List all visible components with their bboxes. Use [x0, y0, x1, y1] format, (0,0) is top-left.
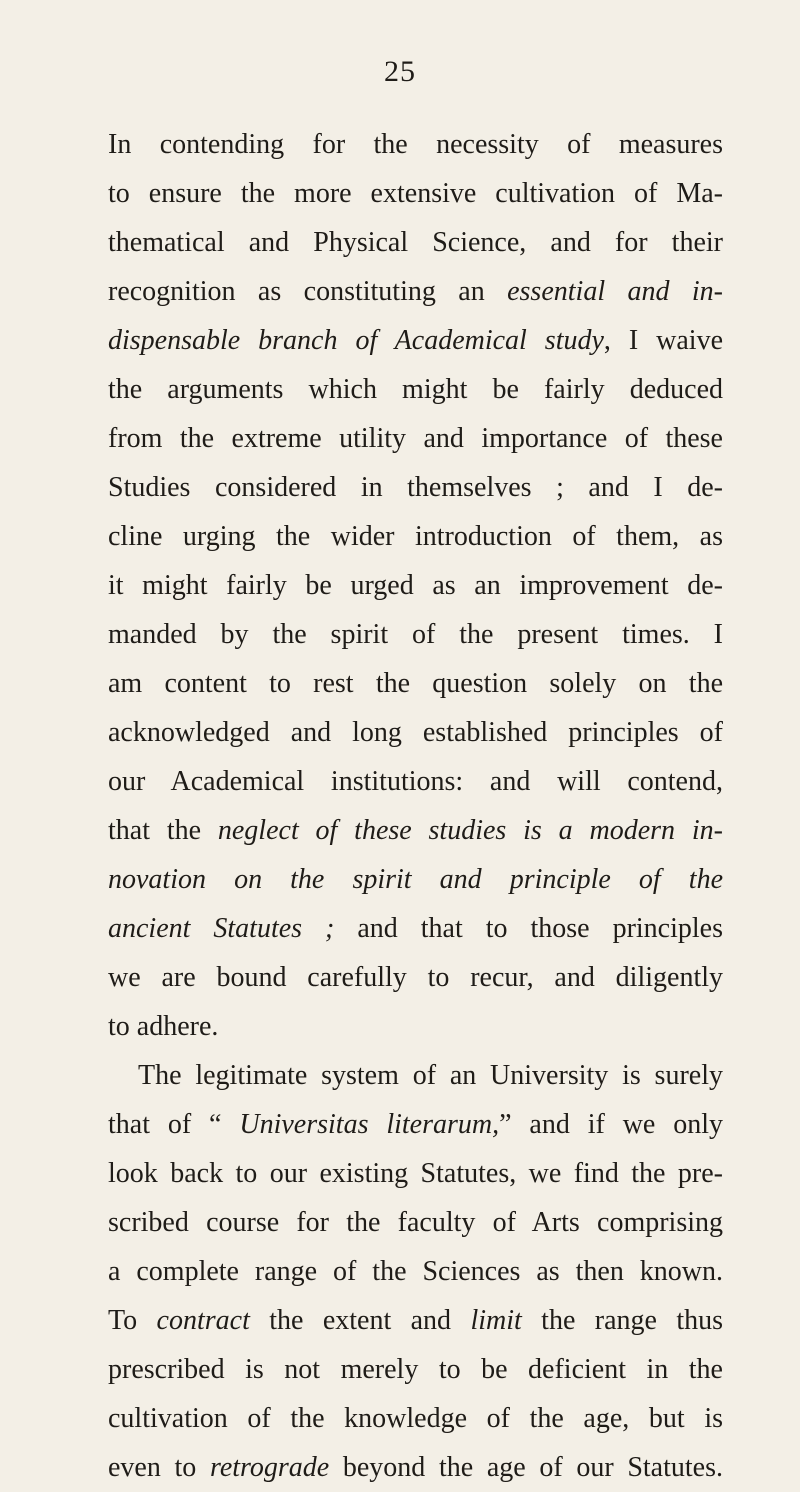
text-segment: Studies considered in themselves ; and I de-: [108, 472, 723, 503]
page-number: 25: [384, 55, 416, 88]
text-segment: thematical and Physical Science, and for their: [108, 227, 723, 258]
italic-text-segment: novation on the spirit and principle of the: [108, 864, 723, 895]
text-line: [108, 659, 723, 708]
text-segment: look back to our existing Statutes, we find the pre-: [108, 1158, 723, 1189]
text-line: [108, 1002, 723, 1051]
text-line: [108, 1394, 723, 1443]
text-segment: recognition as constituting an: [108, 276, 508, 307]
text-line: [108, 1443, 723, 1492]
text-line: [108, 1198, 723, 1247]
italic-text-segment: retrograde: [209, 1452, 330, 1483]
text-segment: to adhere.: [108, 1011, 219, 1042]
text-segment: acknowledged and long established principles of: [108, 717, 723, 748]
text-segment: cline urging the wider introduction of them, as: [108, 521, 723, 552]
text-segment: cultivation of the knowledge of the age, but is: [108, 1403, 723, 1434]
text-line: [108, 414, 723, 463]
text-segment: that the: [108, 815, 218, 846]
italic-text-segment: limit: [470, 1305, 522, 1336]
text-segment: scribed course for the faculty of Arts comprising: [108, 1207, 723, 1238]
text-segment: that of “: [108, 1109, 240, 1140]
text-segment: and that to those principles: [334, 913, 723, 944]
text-segment: to ensure the more extensive cultivation of Ma-: [108, 178, 723, 209]
text-line: [108, 463, 723, 512]
text-line: [108, 561, 723, 610]
text-segment: ” and if we only: [499, 1109, 723, 1140]
text-line: [108, 757, 723, 806]
text-line: [108, 512, 723, 561]
text-line: [108, 365, 723, 414]
text-line: [108, 1247, 723, 1296]
text-segment: am content to rest the question solely on the: [108, 668, 723, 699]
text-segment: prescribed is not merely to be deficient in the: [108, 1354, 723, 1385]
text-line: [108, 904, 723, 953]
italic-text-segment: dispensable branch of Academical study: [108, 325, 604, 356]
text-segment: manded by the spirit of the present times. I: [108, 619, 723, 650]
text-line: [108, 855, 723, 904]
italic-text-segment: neglect of these studies is a modern in-: [217, 815, 723, 846]
text-line: [108, 316, 723, 365]
body-text: [108, 120, 723, 1492]
text-line: [108, 120, 723, 169]
text-line: [108, 1051, 723, 1100]
text-segment: the range thus: [521, 1305, 723, 1336]
text-line: [108, 1149, 723, 1198]
text-line: [108, 1345, 723, 1394]
text-segment: even to: [108, 1452, 210, 1483]
italic-text-segment: contract: [156, 1305, 250, 1336]
text-segment: In contending for the necessity of measures: [108, 129, 723, 160]
text-line: [108, 806, 723, 855]
text-segment: , I waive: [603, 325, 723, 356]
text-line: [108, 218, 723, 267]
text-segment: the extent and: [249, 1305, 471, 1336]
italic-text-segment: Universitas literarum,: [239, 1109, 500, 1140]
text-line: [108, 267, 723, 316]
text-line: [108, 1100, 723, 1149]
text-segment: we are bound carefully to recur, and diligently: [108, 962, 723, 993]
text-segment: beyond the age of our Statutes.: [329, 1452, 723, 1483]
text-line: [108, 953, 723, 1002]
text-segment: the arguments which might be fairly deduced: [108, 374, 723, 405]
text-segment: The legitimate system of an University is surely: [138, 1060, 723, 1091]
text-segment: it might fairly be urged as an improvement de-: [108, 570, 723, 601]
text-segment: To: [108, 1305, 157, 1336]
text-segment: our Academical institutions: and will contend,: [108, 766, 723, 797]
italic-text-segment: essential and in-: [507, 276, 724, 307]
text-line: [108, 610, 723, 659]
text-segment: a complete range of the Sciences as then known.: [108, 1256, 723, 1287]
text-line: [108, 1296, 723, 1345]
text-line: [108, 708, 723, 757]
text-line: [108, 169, 723, 218]
text-segment: from the extreme utility and importance of these: [108, 423, 723, 454]
italic-text-segment: ancient Statutes ;: [108, 913, 335, 944]
